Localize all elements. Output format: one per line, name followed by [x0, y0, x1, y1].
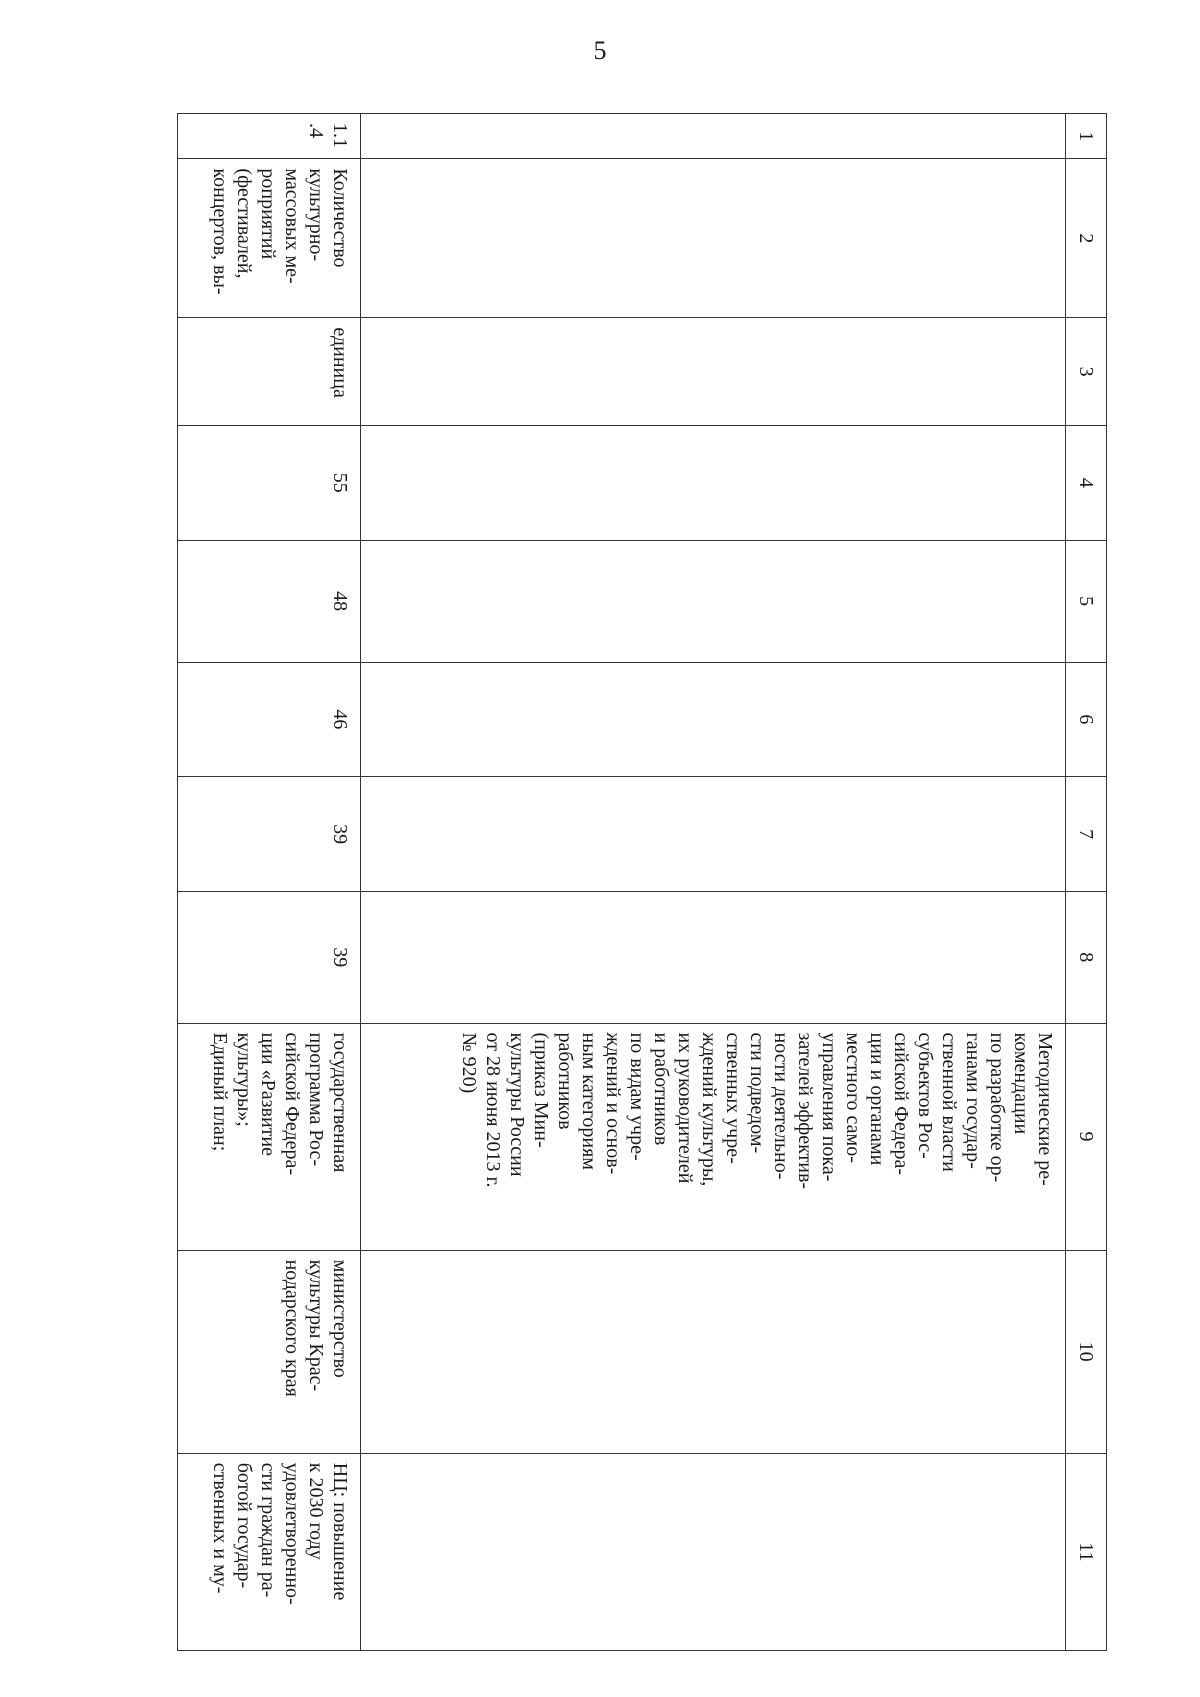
table-row — [178, 114, 361, 1651]
page-number: 5 — [593, 36, 607, 65]
header-col-11: 11 — [1066, 1453, 1107, 1650]
header-col-2: 2 — [1066, 159, 1107, 318]
table-row — [361, 114, 1066, 1651]
cell-r1-c5 — [361, 540, 1066, 662]
cell-r1-c2 — [361, 159, 1066, 318]
cell-r2-c9: государственная программа Рос- сийской Федера- ции «Развитие культуры»; Единый план; — [178, 1023, 361, 1250]
data-table — [177, 113, 1107, 1651]
header-col-1: 1 — [1066, 114, 1107, 159]
cell-r1-c4 — [361, 425, 1066, 540]
cell-r1-c9: Методические ре- комендации по разработке ор- ганами государ- ственной власти субъектов Рос- сийской Федера- ции и органами местного само- управления пока- зателей эффектив- ности деятельно- сти подведом- ственных учре- ждений культуры, их руководителей и работников по видам учре- ждений и основ- ным категориям работников (приказ Мин- культуры России от 28 июня 2013 г. № 920) — [361, 1023, 1066, 1250]
cell-r1-c11 — [361, 1453, 1066, 1650]
header-col-10: 10 — [1066, 1250, 1107, 1453]
cell-r1-c6 — [361, 662, 1066, 777]
cell-r2-c10: министерство культуры Крас- нодарского края — [178, 1250, 361, 1453]
cell-r2-c2: Количество культурно- массовых ме- роприятий (фестивалей, концертов, вы- — [178, 159, 361, 318]
data-table-rotated — [177, 113, 1107, 1651]
cell-r1-c7 — [361, 777, 1066, 892]
cell-r1-c3 — [361, 318, 1066, 426]
cell-r2-c5: 48 — [178, 540, 361, 662]
cell-r1-c8 — [361, 892, 1066, 1023]
header-col-9: 9 — [1066, 1023, 1107, 1250]
cell-r2-c8: 39 — [178, 892, 361, 1023]
cell-r2-c4: 55 — [178, 425, 361, 540]
header-col-3: 3 — [1066, 318, 1107, 426]
header-col-6: 6 — [1066, 662, 1107, 777]
header-col-4: 4 — [1066, 425, 1107, 540]
cell-r1-c10 — [361, 1250, 1066, 1453]
cell-r1-c1 — [361, 114, 1066, 159]
cell-r2-c6: 46 — [178, 662, 361, 777]
cell-r2-c3: единица — [178, 318, 361, 426]
header-col-5: 5 — [1066, 540, 1107, 662]
cell-r2-c7: 39 — [178, 777, 361, 892]
cell-r2-c1: 1.1.4 — [178, 114, 361, 159]
header-col-8: 8 — [1066, 892, 1107, 1023]
cell-r2-c11: НЦ: повышение к 2030 году удовлетворенно- сти граждан ра- ботой государ- ственных и му- — [178, 1453, 361, 1650]
header-row — [1066, 114, 1107, 1651]
header-col-7: 7 — [1066, 777, 1107, 892]
